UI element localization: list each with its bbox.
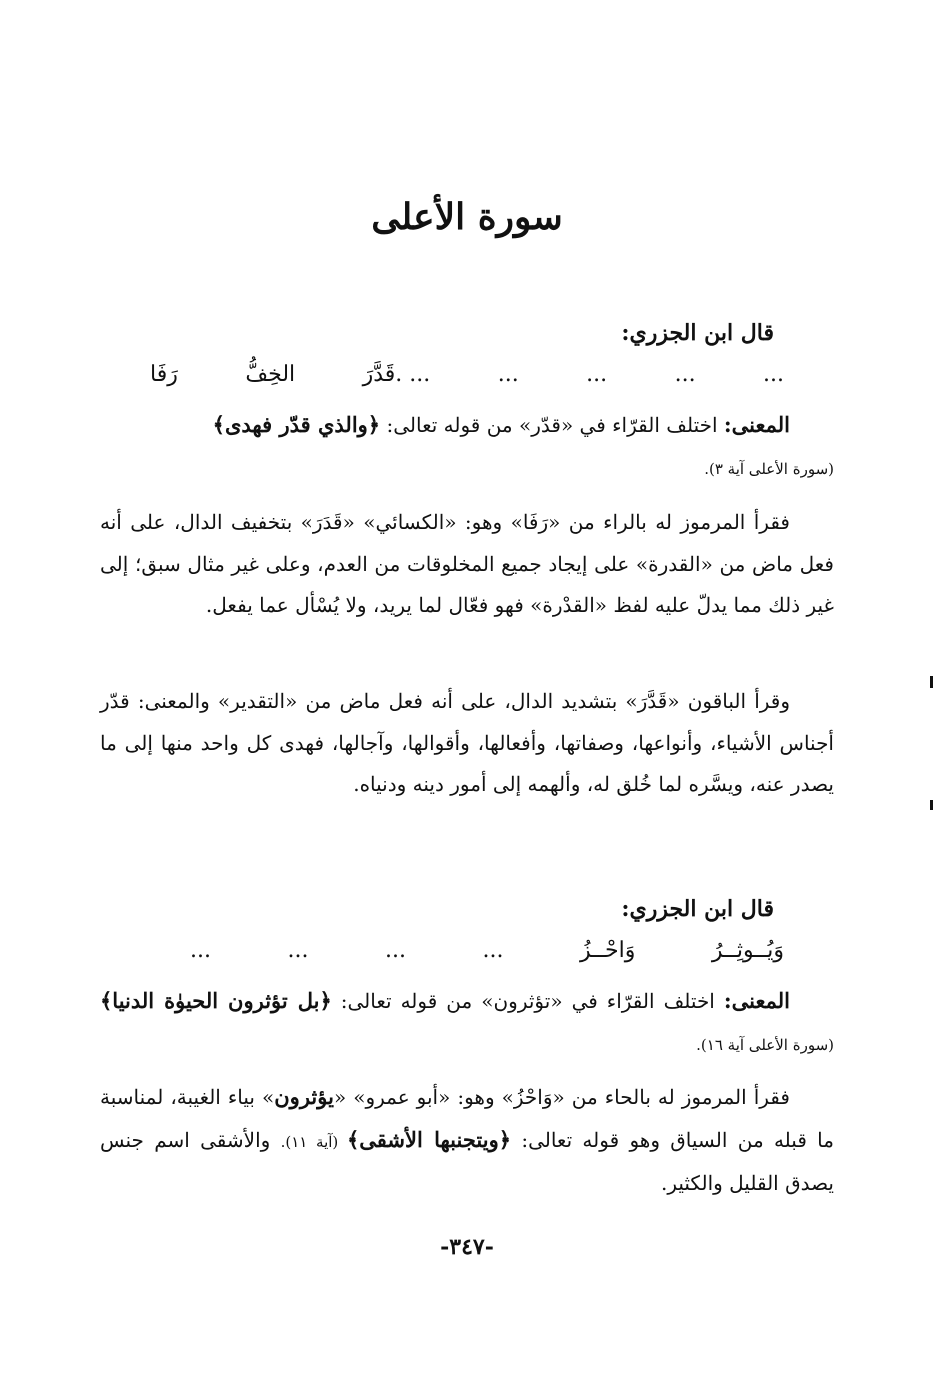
quran-quote: ﴿بل تؤثرون الحيوٰة الدنيا﴾: [100, 988, 332, 1013]
section2-meaning: [100, 980, 834, 1066]
paragraph-text: فقرأ المرموز له بالراء من «رَفَا» وهو: «الكسائي» «قَدَرَ» بتخفيف الدال، على أنه فعل ماض من «القدرة» على إيجاد جميع المخلوقات من العدم، وعلى غير مثال سبق؛ إلى غير ذلك مما يدلّ عليه لفظ «القدْرة» فهو فعّال لما يريد، ولا يُسْأل عما يفعل.: [100, 510, 834, 617]
verse-part: وَيُــوثِــرُ: [711, 938, 784, 963]
surah-reference: (سورة الأعلى آية ٣).: [704, 459, 834, 478]
verse-part: ...: [287, 938, 309, 963]
verse-part: ...: [586, 362, 608, 387]
verse-part: وَاحْــزُ: [579, 938, 636, 963]
verse-part: ... .قَدَّرَ: [362, 362, 431, 387]
verse-part: ...: [190, 938, 212, 963]
section2-verse: [190, 938, 784, 963]
page-number: -٣٤٧-: [440, 1234, 494, 1260]
section2-label: قال ابن الجزري:: [621, 896, 774, 922]
paragraph-text: » بياء الغيبة، لمناسبة ما قبله من السياق وهو قوله تعالى:: [100, 1085, 834, 1152]
quran-quote: ﴿ويتجنبها الأشقى﴾: [347, 1126, 512, 1152]
scan-margin-mark: [930, 676, 933, 688]
scan-margin-mark: [930, 800, 933, 810]
meaning-prefix: المعنى:: [723, 988, 790, 1013]
paragraph-text: وقرأ الباقون «قَدَّرَ» بتشديد الدال، على أنه فعل ماض من «التقدير» والمعنى: قدّر أجناس الأشياء، وأنواعها، وصفاتها، وأفعالها، وأقوالها، وآجالها، فهدى كل واحد منها إلى ما يصدر عنه، ويسَّره لما خُلق له، وألهمه إلى أمور دينه ودنياه.: [100, 689, 834, 796]
verse-part: ...: [385, 938, 406, 963]
verse-part: ...: [482, 938, 504, 963]
bold-word: يؤثرون: [274, 1084, 334, 1109]
verse-part: رَفَا: [150, 362, 178, 387]
verse-part: الخِفُّ: [245, 362, 296, 387]
section1-paragraph-2: [100, 681, 834, 806]
section2-paragraph-1: [100, 1076, 834, 1205]
section1-meaning: [100, 404, 834, 490]
verse-part: ...: [763, 362, 784, 387]
meaning-prefix: المعنى:: [723, 412, 790, 437]
quran-quote: ﴿والذي قدّر فهدى﴾: [212, 412, 381, 437]
section1-verse: [150, 362, 784, 387]
verse-reference: (آية ١١).: [280, 1132, 347, 1151]
verse-part: ...: [674, 362, 696, 387]
surah-reference: (سورة الأعلى آية ١٦).: [696, 1035, 834, 1054]
section1-label: قال ابن الجزري:: [621, 320, 774, 346]
meaning-text: اختلف القرّاء في «قدّر» من قوله تعالى:: [380, 413, 724, 437]
surah-title: سورة الأعلى: [371, 196, 563, 238]
verse-part: ...: [497, 362, 519, 387]
paragraph-text: والأشقى اسم جنس يصدق القليل والكثير.: [100, 1127, 834, 1195]
section1-paragraph-1: [100, 502, 834, 627]
meaning-text: اختلف القرّاء في «تؤثرون» من قوله تعالى:: [331, 989, 724, 1013]
paragraph-text: فقرأ المرموز له بالحاء من «وَاحْزُ» وهو: «أبو عمرو» «: [333, 1085, 790, 1109]
